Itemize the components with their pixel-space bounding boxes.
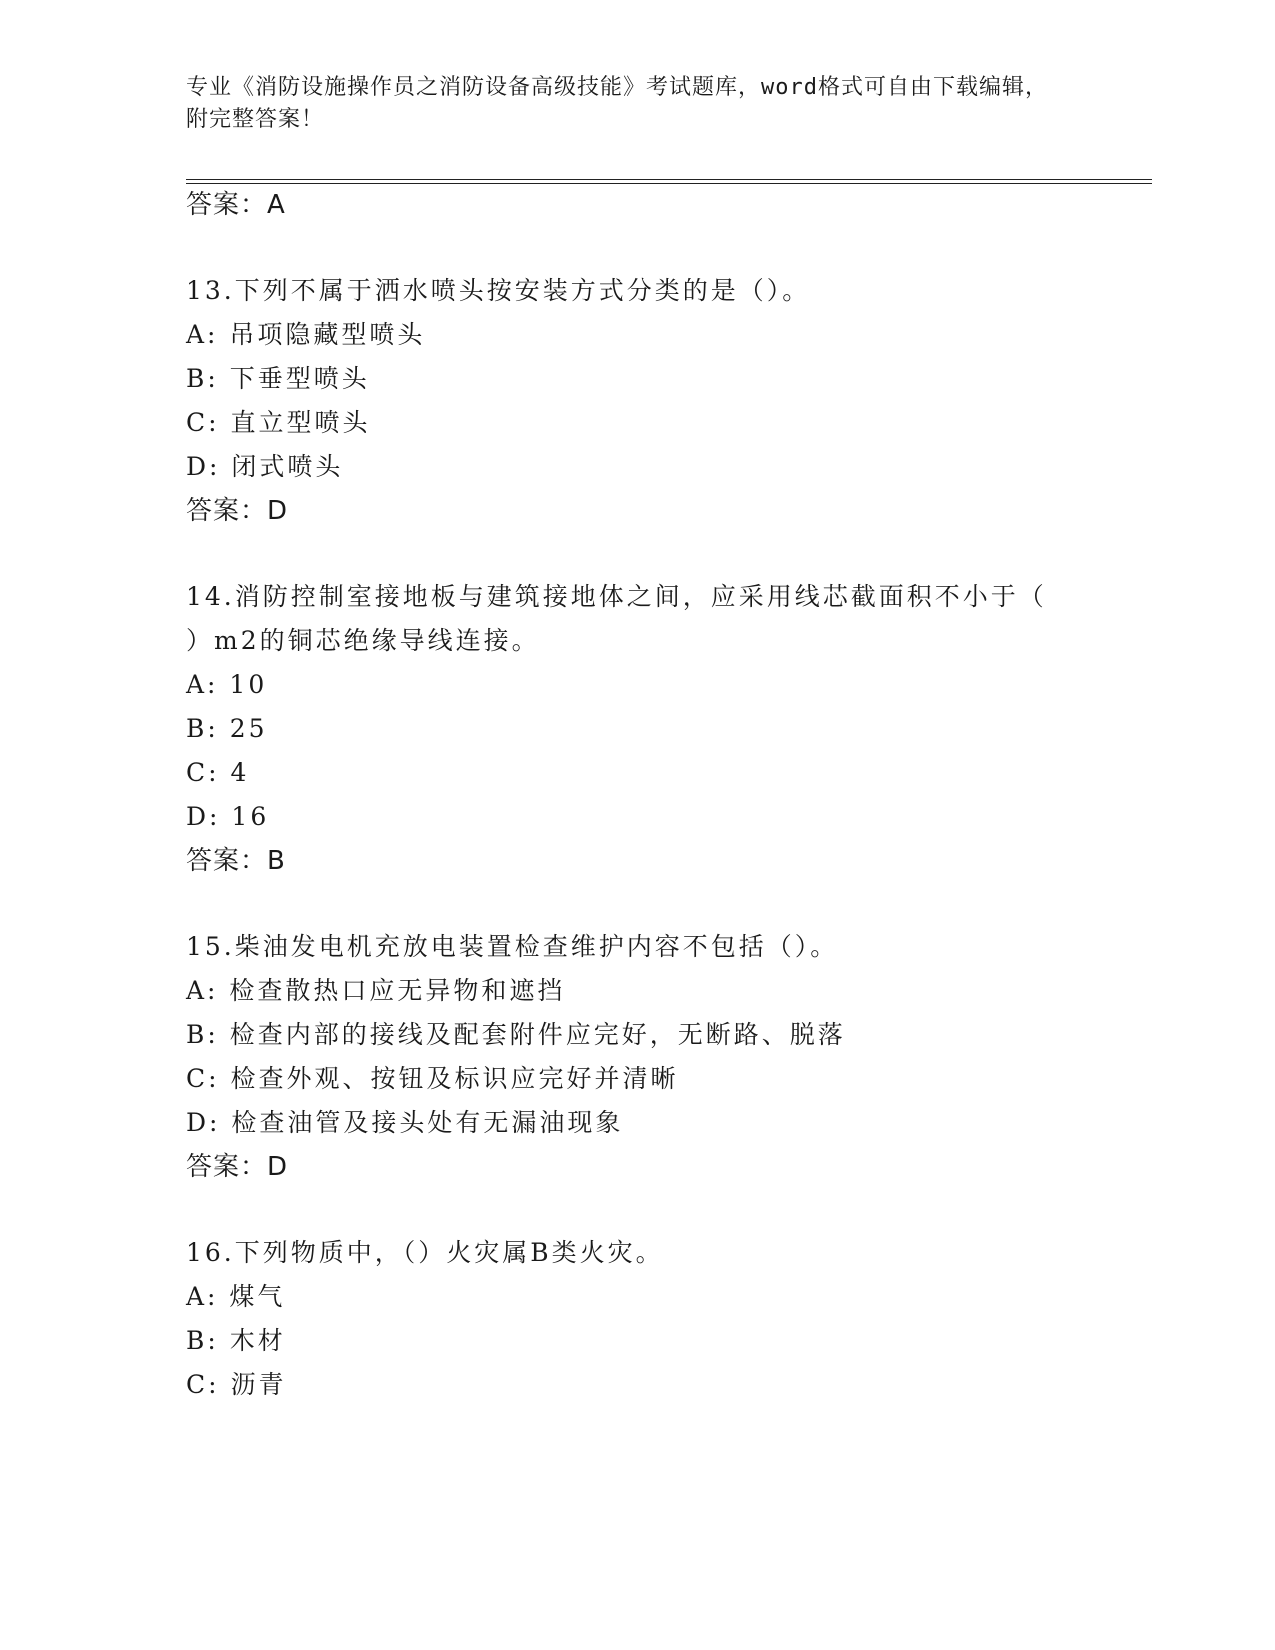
header-rule-bottom: [186, 183, 1152, 184]
question-13-stem: 13.下列不属于洒水喷头按安装方式分类的是（）。: [186, 276, 811, 305]
question-14-stem-line1: 14.消防控制室接地板与建筑接地体之间，应采用线芯截面积不小于（: [186, 582, 1047, 611]
question-13-option-d: D: 闭式喷头: [186, 452, 344, 481]
question-13-option-b: B: 下垂型喷头: [186, 364, 370, 393]
question-13-option-a: A: 吊项隐藏型喷头: [186, 320, 426, 349]
question-13-option-c: C: 直立型喷头: [186, 408, 371, 437]
question-15-answer: 答案：D: [186, 1152, 289, 1182]
question-15-option-b: B: 检查内部的接线及配套附件应完好，无断路、脱落: [186, 1020, 846, 1049]
document-header: 专业《消防设施操作员之消防设备高级技能》考试题库，word格式可自由下载编辑，附完整答案！: [186, 75, 1048, 132]
question-15-stem: 15.柴油发电机充放电装置检查维护内容不包括（）。: [186, 932, 839, 961]
question-13-answer: 答案：D: [186, 496, 289, 526]
question-15-option-d: D: 检查油管及接头处有无漏油现象: [186, 1108, 624, 1137]
question-16-option-b: B: 木材: [186, 1326, 286, 1355]
question-15-option-a: A: 检查散热口应无异物和遮挡: [186, 976, 566, 1005]
header-rule-top: [186, 179, 1152, 180]
question-14-option-c: C: 4: [186, 758, 250, 787]
question-14-option-d: D: 16: [186, 802, 270, 831]
question-16-option-c: C: 沥青: [186, 1370, 287, 1399]
question-16-option-a: A: 煤气: [186, 1282, 286, 1311]
question-14-answer: 答案：B: [186, 846, 286, 876]
question-16-stem: 16.下列物质中，（）火灾属B类火灾。: [186, 1238, 664, 1267]
question-14-stem-line2: ）m2的铜芯绝缘导线连接。: [186, 626, 540, 655]
answer-previous: 答案：A: [186, 190, 286, 220]
question-14-option-b: B: 25: [186, 714, 268, 743]
question-14-option-a: A: 10: [186, 670, 268, 699]
question-15-option-c: C: 检查外观、按钮及标识应完好并清晰: [186, 1064, 679, 1093]
